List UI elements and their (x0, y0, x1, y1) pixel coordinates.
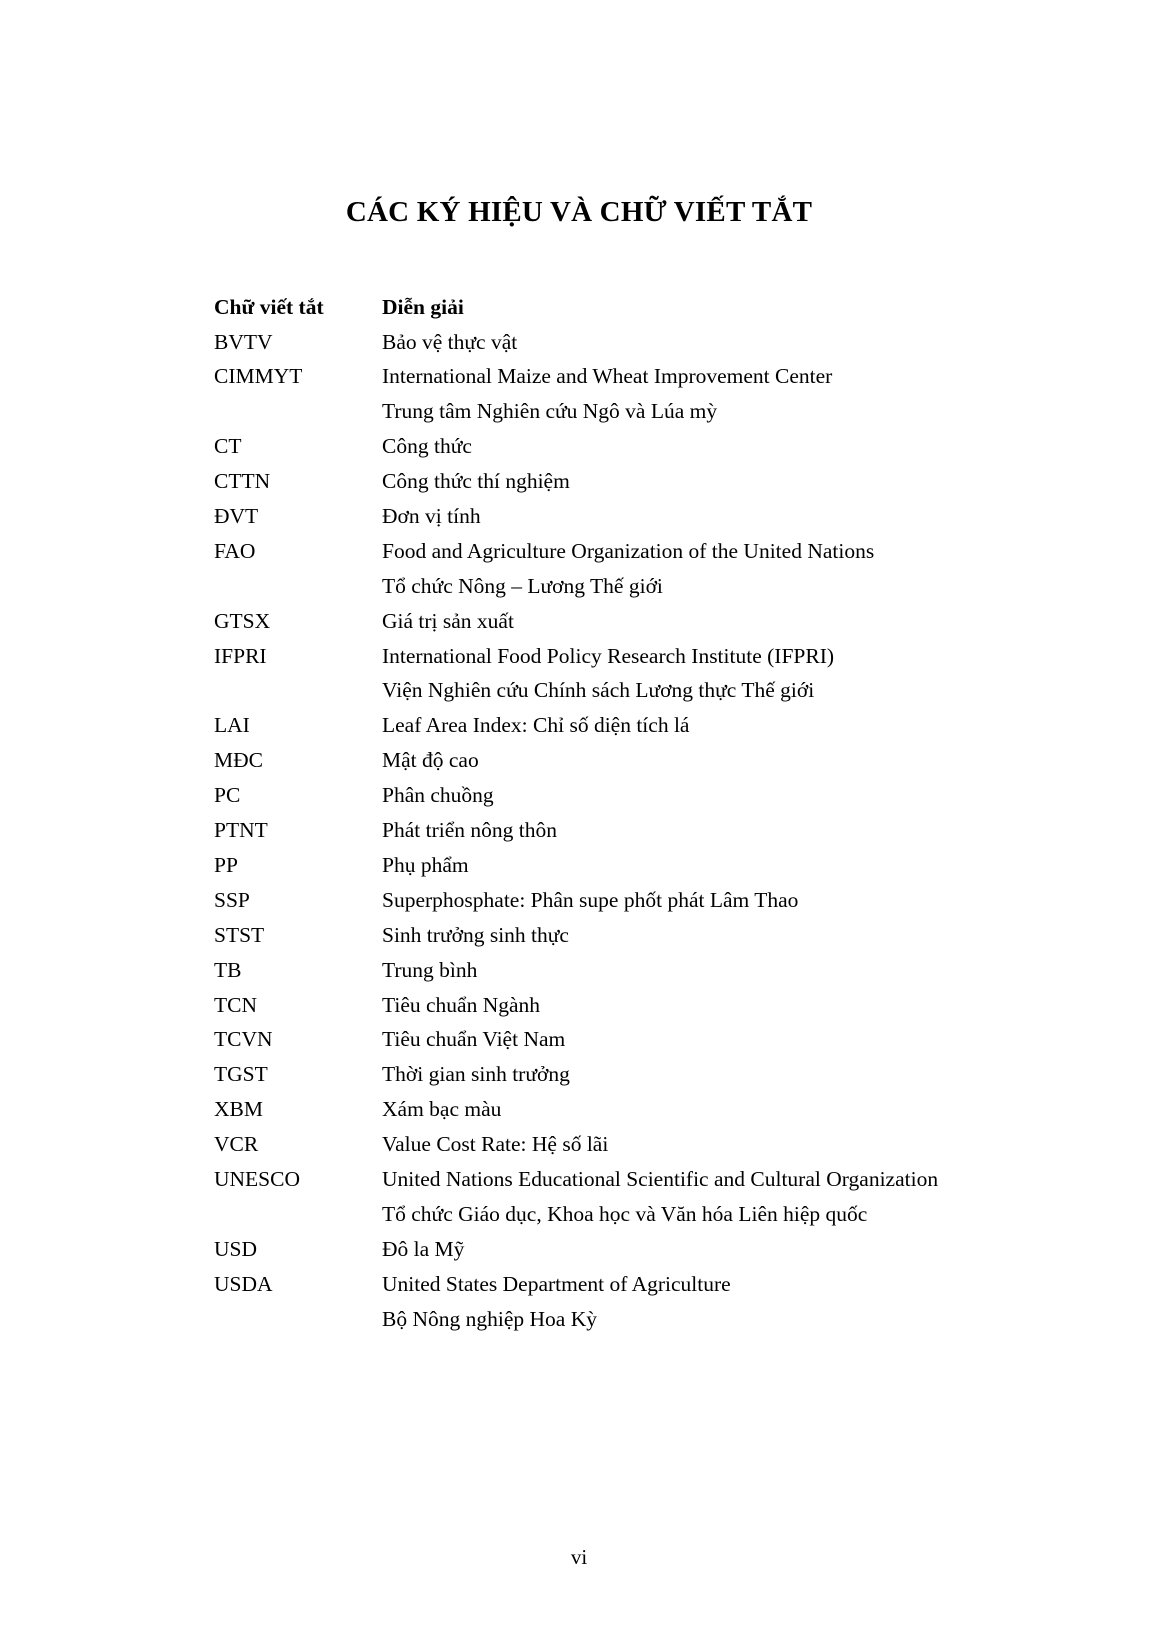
abbreviation-cell: ĐVT (214, 504, 259, 529)
table-row (214, 709, 1034, 744)
table-row (214, 1267, 1034, 1302)
explanation-cell: Phụ phẩm (382, 852, 469, 877)
abbreviation-table (214, 290, 1034, 1337)
table-row (214, 360, 1034, 395)
abbreviation-cell: PC (214, 783, 241, 808)
abbreviation-cell: UNESCO (214, 1166, 301, 1191)
table-row (214, 918, 1034, 953)
explanation-cell: Sinh trưởng sinh thực (382, 922, 569, 947)
table-row (214, 569, 1034, 604)
explanation-cell: Viện Nghiên cứu Chính sách Lương thực Thế giới (382, 678, 815, 703)
table-row (214, 778, 1034, 813)
abbreviation-cell: TGST (214, 1062, 268, 1087)
table-row (214, 848, 1034, 883)
explanation-cell: Công thức (382, 434, 472, 459)
explanation-cell: Leaf Area Index: Chỉ số diện tích lá (382, 713, 690, 738)
abbreviation-cell: TCVN (214, 1027, 273, 1052)
explanation-cell: United Nations Educational Scientific and Cultural Organization (382, 1166, 939, 1191)
table-row (214, 744, 1034, 779)
table-row (214, 674, 1034, 709)
header-explanation: Diễn giải (382, 294, 464, 319)
explanation-cell: Bộ Nông nghiệp Hoa Kỳ (382, 1306, 597, 1331)
abbreviation-cell: STST (214, 922, 265, 947)
abbreviation-cell: GTSX (214, 608, 271, 633)
abbreviation-cell: LAI (214, 713, 250, 738)
table-row (214, 1302, 1034, 1337)
explanation-cell: Phân chuồng (382, 783, 494, 808)
table-row (214, 604, 1034, 639)
table-row (214, 534, 1034, 569)
abbreviation-cell: FAO (214, 538, 256, 563)
abbreviation-cell: CIMMYT (214, 364, 303, 389)
table-body (214, 325, 1034, 1337)
table-row (214, 464, 1034, 499)
abbreviation-cell: TCN (214, 992, 257, 1017)
explanation-cell: Bảo vệ thực vật (382, 329, 518, 354)
abbreviation-cell: TB (214, 957, 242, 982)
abbreviation-cell: MĐC (214, 748, 263, 773)
explanation-cell: Tiêu chuẩn Ngành (382, 992, 541, 1017)
abbreviation-cell: BVTV (214, 329, 273, 354)
explanation-cell: Trung bình (382, 957, 478, 982)
explanation-cell: Giá trị sản xuất (382, 608, 514, 633)
table-row (214, 1058, 1034, 1093)
table-row (214, 813, 1034, 848)
explanation-cell: Tổ chức Nông – Lương Thế giới (382, 573, 663, 598)
table-row (214, 1232, 1034, 1267)
table-row (214, 1197, 1034, 1232)
abbreviation-cell: VCR (214, 1132, 259, 1157)
explanation-cell: Mật độ cao (382, 748, 479, 773)
table-row (214, 1162, 1034, 1197)
header-abbreviation: Chữ viết tắt (214, 294, 324, 319)
table-row (214, 883, 1034, 918)
abbreviation-cell: USDA (214, 1271, 273, 1296)
abbreviation-cell: IFPRI (214, 643, 267, 668)
table-row (214, 639, 1034, 674)
table-row (214, 953, 1034, 988)
explanation-cell: International Food Policy Research Institute (IFPRI) (382, 643, 835, 668)
explanation-cell: International Maize and Wheat Improvement Center (382, 364, 833, 389)
explanation-cell: Công thức thí nghiệm (382, 469, 570, 494)
abbreviation-cell: PP (214, 852, 238, 877)
table-row (214, 1127, 1034, 1162)
explanation-cell: Tổ chức Giáo dục, Khoa học và Văn hóa Liên hiệp quốc (382, 1201, 868, 1226)
table-row (214, 1023, 1034, 1058)
explanation-cell: Đô la Mỹ (382, 1236, 465, 1261)
abbreviation-cell: CT (214, 434, 242, 459)
table-row (214, 395, 1034, 430)
explanation-cell: Tiêu chuẩn Việt Nam (382, 1027, 566, 1052)
abbreviation-cell: USD (214, 1236, 258, 1261)
abbreviation-cell: SSP (214, 887, 250, 912)
explanation-cell: Xám bạc màu (382, 1097, 502, 1122)
table-row (214, 988, 1034, 1023)
table-header-row (214, 290, 1034, 325)
explanation-cell: Đơn vị tính (382, 504, 481, 529)
table-row (214, 1092, 1034, 1127)
page-title: CÁC KÝ HIỆU VÀ CHỮ VIẾT TẮT (345, 196, 813, 228)
explanation-cell: United States Department of Agriculture (382, 1271, 731, 1296)
explanation-cell: Thời gian sinh trưởng (382, 1062, 570, 1087)
explanation-cell: Superphosphate: Phân supe phốt phát Lâm Thao (382, 887, 799, 912)
abbreviation-cell: CTTN (214, 469, 271, 494)
explanation-cell: Trung tâm Nghiên cứu Ngô và Lúa mỳ (382, 399, 718, 424)
page-number: vi (570, 1545, 588, 1569)
explanation-cell: Value Cost Rate: Hệ số lãi (382, 1132, 609, 1157)
abbreviation-cell: PTNT (214, 818, 268, 843)
table-row (214, 430, 1034, 465)
table-row (214, 325, 1034, 360)
explanation-cell: Phát triển nông thôn (382, 818, 557, 843)
explanation-cell: Food and Agriculture Organization of the United Nations (382, 538, 875, 563)
table-row (214, 499, 1034, 534)
abbreviation-cell: XBM (214, 1097, 263, 1122)
